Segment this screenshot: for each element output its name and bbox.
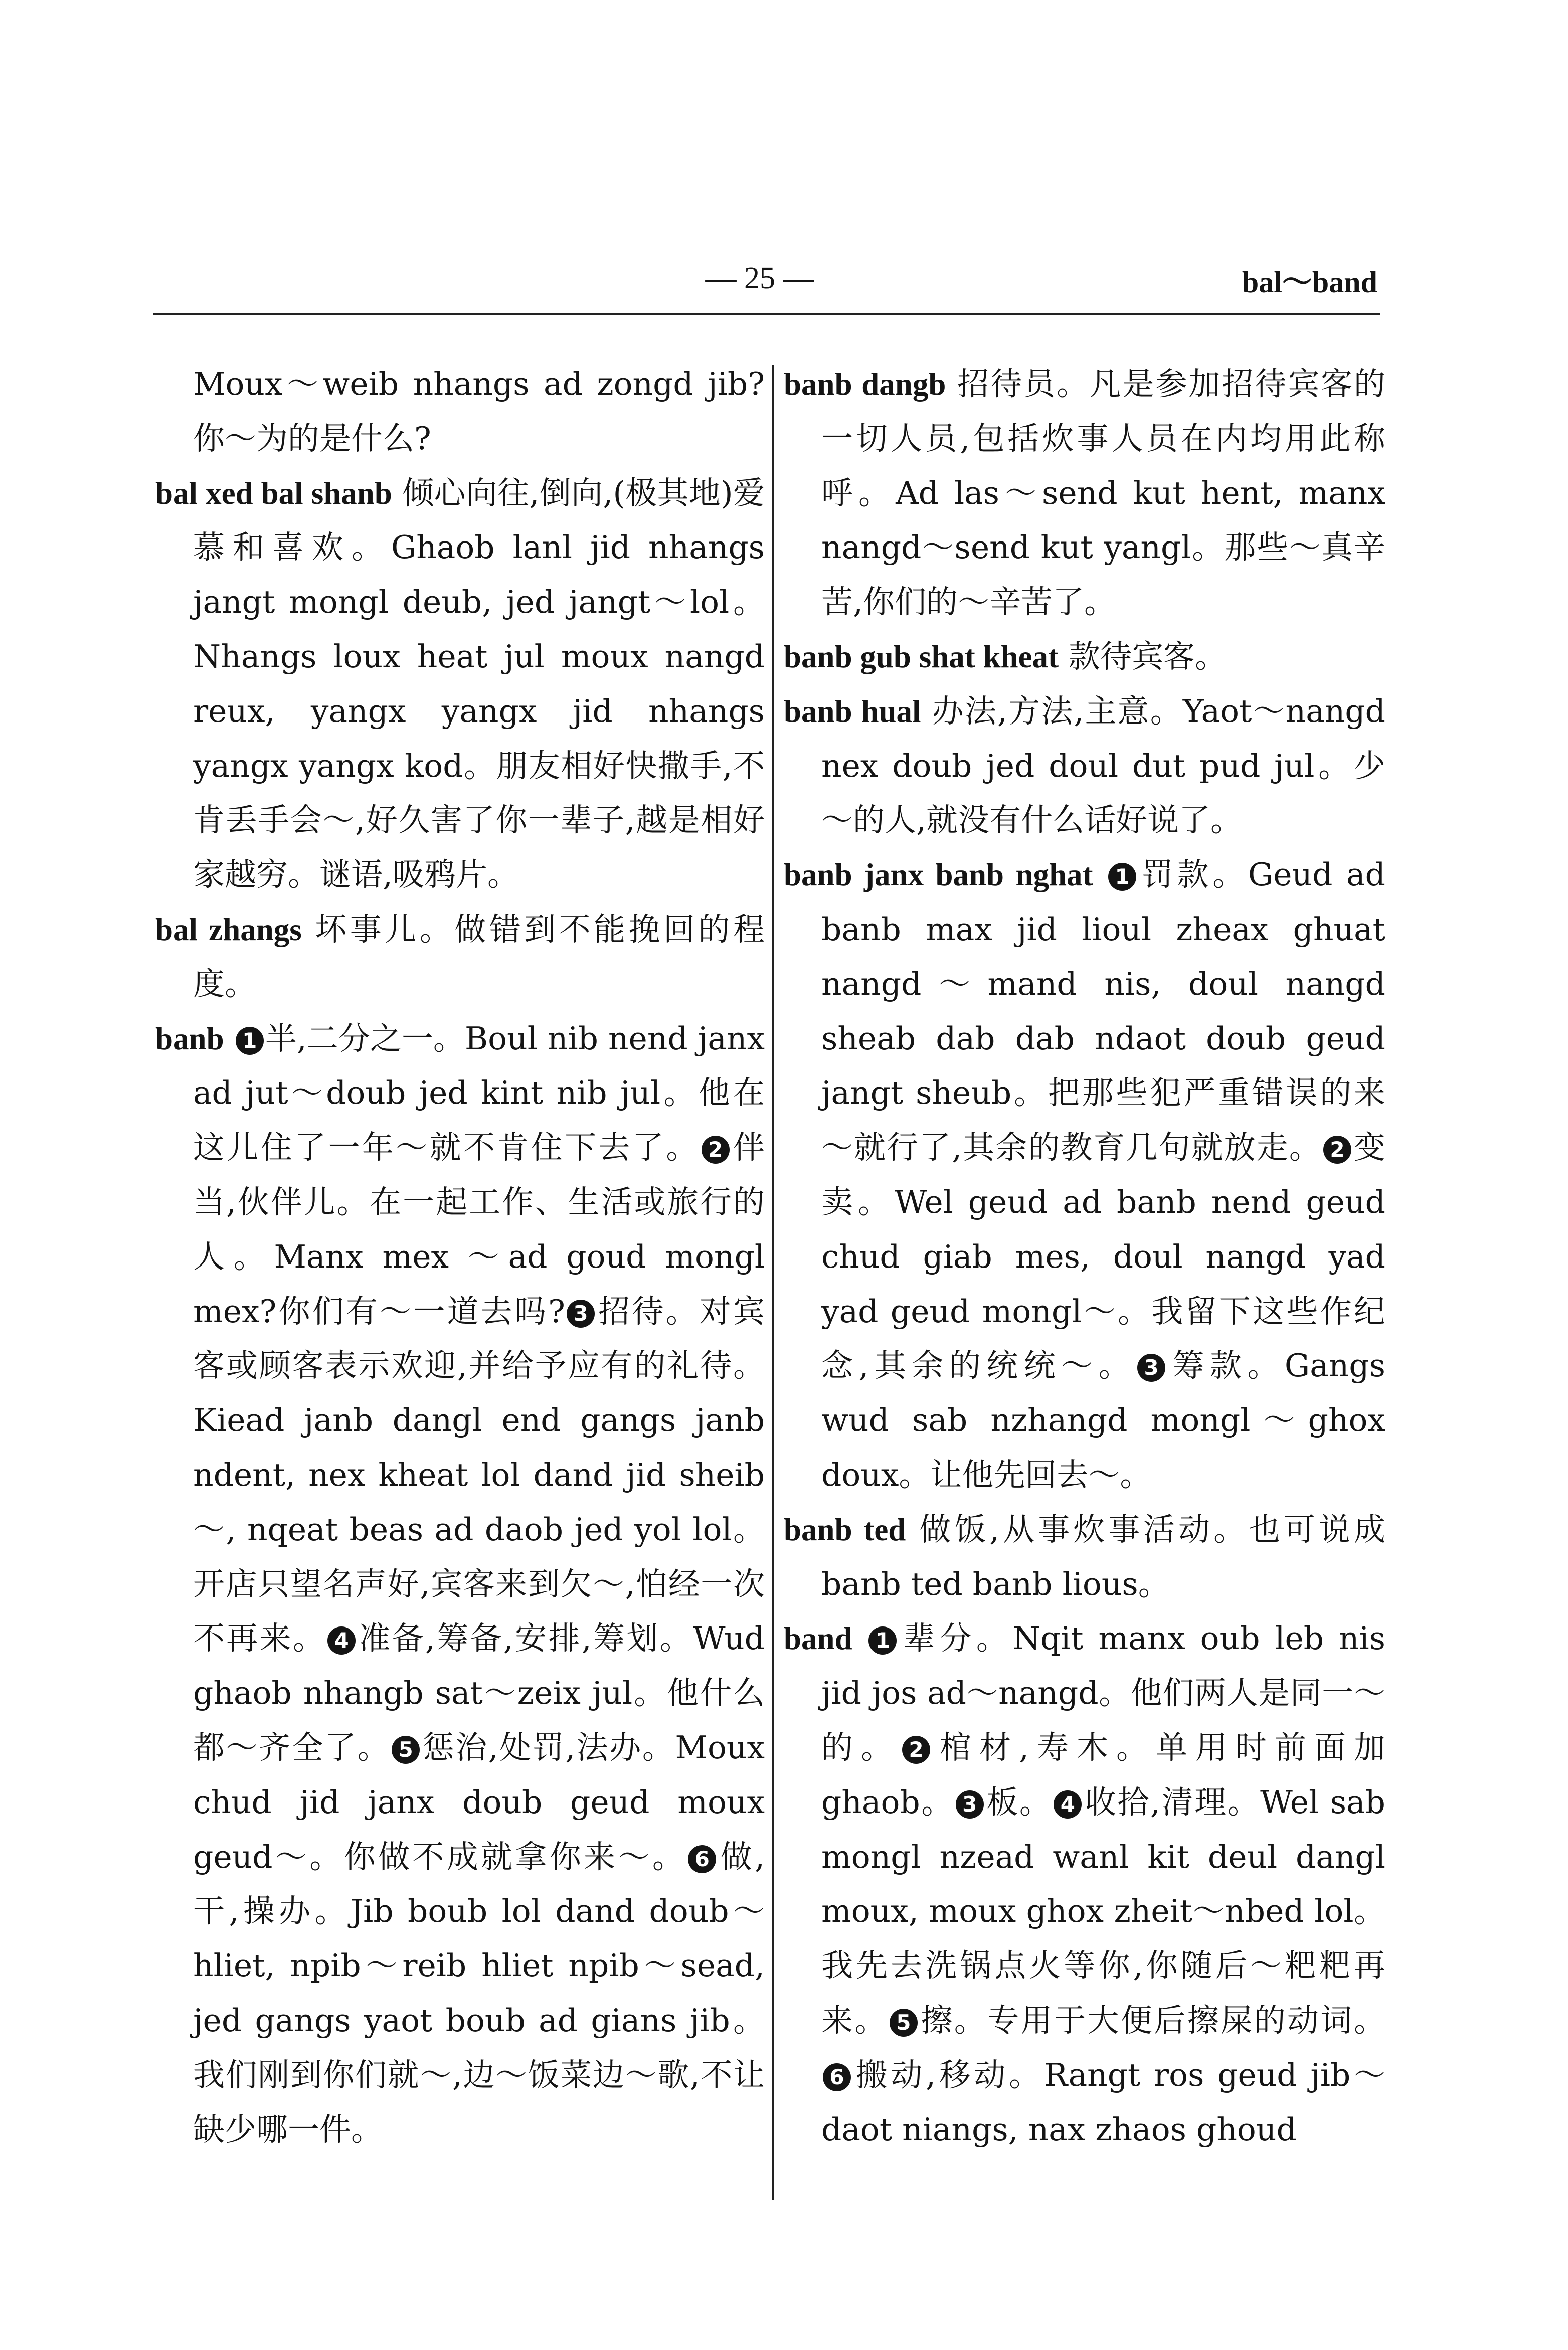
sense-number: 2: [1323, 1136, 1351, 1164]
sense-number: 5: [890, 2009, 918, 2037]
entry-headword: bal xed bal shanb: [155, 475, 392, 511]
definition-text: 做饭,从事炊事活动。也可说成 banb ted banb lious。: [821, 1511, 1386, 1602]
definition-text: Moux～weib nhangs ad zongd jib?你～为的是什么?: [193, 366, 765, 457]
sense-number: 3: [956, 1790, 984, 1819]
dictionary-entry: [784, 1503, 1385, 1612]
sense-number: 6: [823, 2063, 851, 2091]
definition-text: 半,二分之一。Boul nib nend janx ad jut～doub jed kint nib jul。他在这儿住了一年～就不肯住下去了。: [193, 1020, 765, 1166]
dictionary-entry: [784, 630, 1385, 684]
sense-number: 5: [392, 1736, 420, 1764]
sense-number: 2: [902, 1736, 930, 1764]
definition-text: 筹款。Gangs wud sab nzhangd mongl～ghox doux。让他先回去～。: [821, 1347, 1385, 1493]
definition-text: 棺材,寿木。单用时前面加 ghaob。: [821, 1729, 1385, 1821]
definition-text: 板。: [985, 1783, 1053, 1821]
dictionary-entry: [784, 1611, 1385, 2157]
definition-text: 办法,方法,主意。Yaot～nangd nex doub jed doul dut pud jul。少～的人,就没有什么话好说了。: [821, 692, 1385, 839]
sense-number: 4: [1054, 1790, 1082, 1819]
column-divider: [772, 365, 774, 2200]
definition-text: 招待员。凡是参加招待宾客的一切人员,包括炊事人员在内均用此称呼。Ad las～send kut hent, manx nangd～send kut yangl。那些～真辛苦,你们的～辛苦了。: [821, 366, 1385, 621]
definition-text: 变卖。Wel geud ad banb nend geud chud giab mes, doul nangd yad yad geud mongl～。我留下这些作纪念,其余的统统～。: [821, 1129, 1385, 1384]
sense-number: 4: [327, 1626, 356, 1655]
sense-number: 1: [1108, 863, 1136, 891]
definition-text: 招待。对宾客或顾客表示欢迎,并给予应有的礼待。Kiead janb dangl end gangs janb ndent, nex kheat lol dand jid sheib～, nqeat beas ad daob jed yol lol。开店只望名声好,宾客来到欠～,怕经一次不再来。: [193, 1293, 765, 1657]
sense-number: 1: [868, 1626, 897, 1655]
running-head: bal～band: [1242, 266, 1377, 299]
sense-number: 1: [236, 1027, 264, 1055]
definition-text: 款待宾客。: [1069, 638, 1227, 675]
definition-text: 惩治,处罚,法办。Moux chud jid janx doub geud moux geud～。你做不成就拿你来～。: [193, 1729, 765, 1875]
entry-headword: banb dangb: [784, 367, 946, 402]
entry-headword: banb gub shat kheat: [784, 639, 1059, 674]
definition-text: 坏事儿。做错到不能挽回的程度。: [193, 911, 765, 1002]
dictionary-entry: [784, 357, 1385, 630]
entry-headword: banb: [155, 1021, 224, 1056]
definition-text: 伴当,伙伴儿。在一起工作、生活或旅行的人。Manx mex ～ad goud mongl mex?你们有～一道去吗?: [193, 1129, 765, 1330]
entry-headword: banb ted: [784, 1512, 906, 1547]
dictionary-entry: [155, 357, 765, 466]
sense-number: 3: [567, 1300, 595, 1328]
entry-headword: bal zhangs: [155, 912, 302, 947]
sense-number: 6: [688, 1845, 716, 1873]
definition-text: 做,干,操办。Jib boub lol dand doub～hliet, npib～reib hliet npib～sead, jed gangs yaot boub ad gians jib。我们刚到你们就～,边～饭菜边～歌,不让缺少哪一件。: [193, 1838, 765, 2148]
left-column: [155, 357, 765, 2157]
dictionary-entry: [155, 1012, 765, 2157]
dictionary-entry: [784, 848, 1385, 1503]
page-number: — 25 —: [705, 261, 814, 295]
definition-text: 擦。专用于大便后擦屎的动词。: [919, 2002, 1385, 2039]
definition-text: 收拾,清理。Wel sab mongl nzead wanl kit deul dangl moux, moux ghox zheit～nbed lol。我先去洗锅点火等你,你随后～粑粑再来。: [821, 1783, 1385, 2039]
dictionary-entry: [155, 902, 765, 1012]
entry-headword: banb hual: [784, 693, 921, 729]
dictionary-entry: [784, 684, 1385, 848]
dictionary-entry: [155, 466, 765, 902]
entry-headword: band: [784, 1621, 852, 1657]
definition-text: 准备,筹备,安排,筹划。Wud ghaob nhangb sat～zeix jul。他什么都～齐全了。: [193, 1620, 765, 1766]
definition-text: 倾心向往,倒向,(极其地)爱慕和喜欢。Ghaob lanl jid nhangs jangt mongl deub, jed jangt～lol。Nhangs loux heat jul moux nangd reux, yangx yangx jid nhangs yangx yangx kod。朋友相好快撒手,不肯丢手会～,好久害了你一辈子,越是相好家越穷。谜语,吸鸦片。: [193, 474, 765, 893]
definition-text: 辈分。Nqit manx oub leb nis jid jos ad～nangd。他们两人是同一～的。: [821, 1620, 1386, 1766]
sense-number: 2: [702, 1136, 730, 1164]
header-rule: [153, 313, 1380, 315]
right-column: [784, 357, 1385, 2157]
definition-text: 搬动,移动。Rangt ros geud jib～daot niangs, nax zhaos ghoud: [821, 2056, 1385, 2148]
entry-headword: banb janx banb nghat: [784, 857, 1093, 893]
sense-number: 3: [1137, 1354, 1165, 1382]
definition-text: 罚款。Geud ad banb max jid lioul zheax ghuat nangd～mand nis, doul nangd sheab dab dab ndaot doub geud jangt sheub。把那些犯严重错误的来～就行了,其余的教育几句就放走。: [821, 856, 1385, 1166]
